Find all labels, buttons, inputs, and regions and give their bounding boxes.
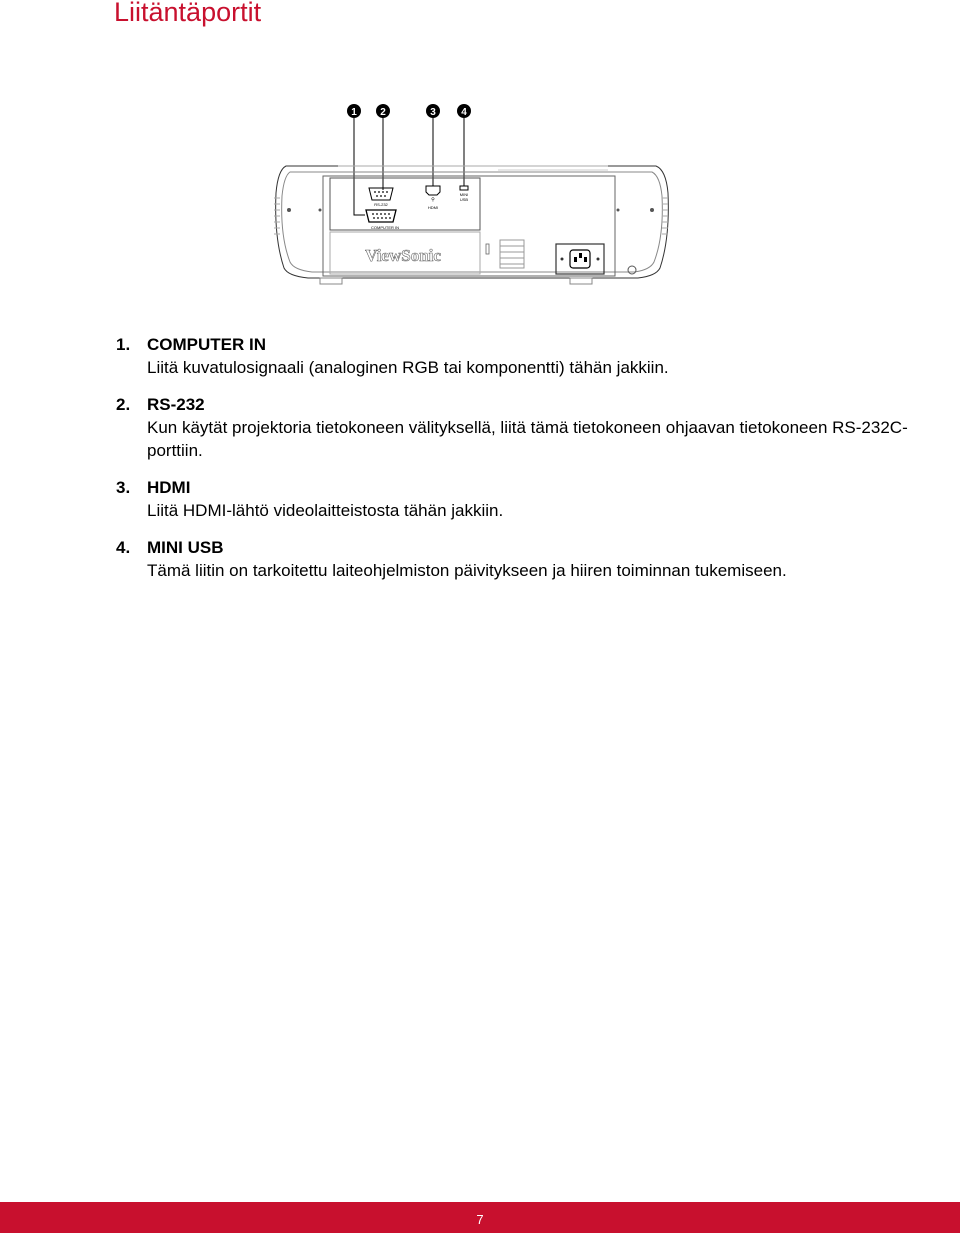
item-heading [116,393,916,416]
item-description: Liitä HDMI-lähtö videolaitteistosta tähän jakkiin. [147,501,504,520]
list-item [116,536,916,582]
projector-rear-diagram [268,98,674,292]
svg-text:RS-232: RS-232 [374,202,388,207]
svg-text:HDMI: HDMI [427,205,439,210]
projector-rear-svg [268,98,674,292]
mini-usb-port [460,186,469,202]
item-heading [116,536,916,559]
list-item [116,333,916,379]
item-title: HDMI [147,478,191,497]
item-number: 3. [116,478,131,497]
callout-2 [376,104,390,118]
list-item [116,476,916,522]
power-socket [556,244,604,274]
svg-text:3: 3 [430,107,436,118]
svg-text:4: 4 [461,107,467,118]
brand-logo: ViewSonic [365,246,441,265]
item-title: RS-232 [147,395,205,414]
item-heading [116,476,916,499]
callout-1 [347,104,361,118]
callout-4 [457,104,471,118]
item-number: 2. [116,395,131,414]
svg-text:2: 2 [380,107,386,118]
svg-text:USB: USB [459,197,469,202]
svg-text:1: 1 [351,107,357,118]
page-footer [0,1202,960,1233]
item-heading [116,333,916,356]
hdmi-port [426,186,440,210]
item-title: MINI USB [147,538,224,557]
projector-body [274,166,668,284]
computer-in-port [366,210,399,230]
rs232-port [369,188,393,207]
page-title: Liitäntäportit [114,0,262,27]
item-description: Kun käytät projektoria tietokoneen välityksellä, liitä tämä tietokoneen ohjaavan tietokoneen RS-232C-porttiin. [147,418,908,460]
item-number: 4. [116,538,131,557]
item-title: COMPUTER IN [147,335,266,354]
item-description: Liitä kuvatulosignaali (analoginen RGB tai komponentti) tähän jakkiin. [147,358,669,377]
indicator-slot [486,244,489,254]
svg-text:COMPUTER IN: COMPUTER IN [371,225,399,230]
list-item [116,393,916,462]
svg-text:⚲: ⚲ [431,197,435,203]
item-description: Tämä liitin on tarkoitettu laiteohjelmiston päivitykseen ja hiiren toiminnan tukemiseen. [147,561,787,580]
svg-text:MINI: MINI [459,192,469,197]
item-number: 1. [116,335,131,354]
callout-3 [426,104,440,118]
port-list [116,333,916,596]
page-number: 7 [476,1212,484,1227]
